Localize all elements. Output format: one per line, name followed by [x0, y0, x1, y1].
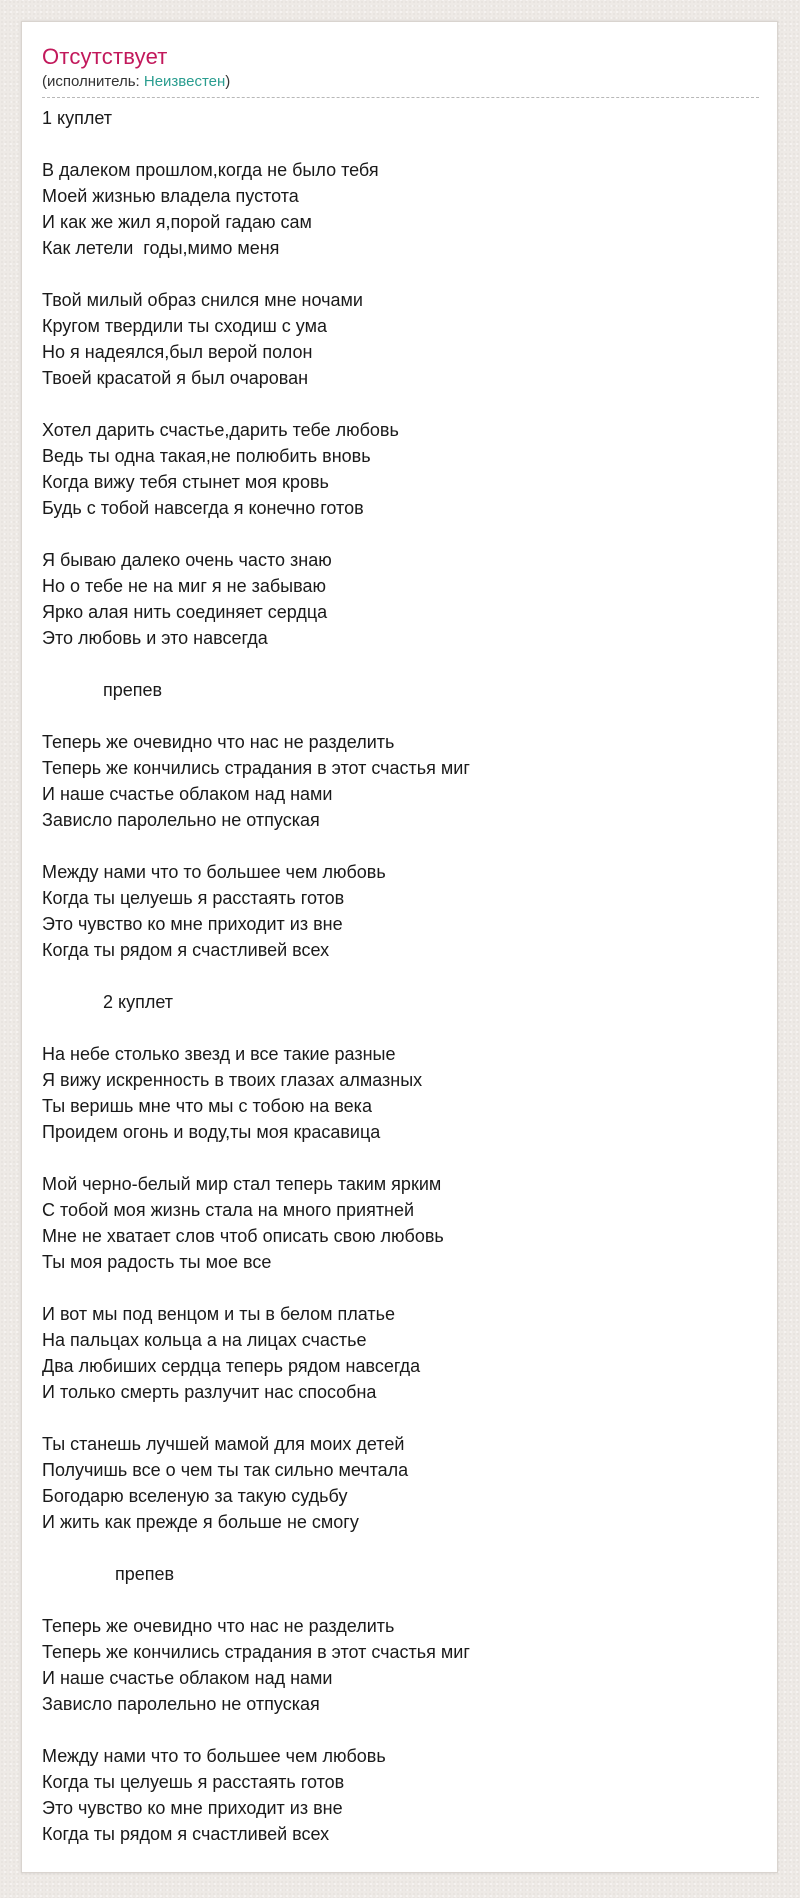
blank-line: [42, 1275, 757, 1301]
lyric-line: Когда ты рядом я счастливей всех: [42, 1824, 330, 1844]
artist-prefix: (исполнитель:: [42, 73, 144, 90]
lyric-line: Ты моя радость ты мое все: [42, 1252, 272, 1272]
artist-line: [42, 72, 759, 98]
lyric-line: Ярко алая нить соединяет сердца: [42, 602, 328, 622]
artist-link[interactable]: Неизвестен: [143, 73, 226, 90]
lyric-line: На пальцах кольца а на лицах счастье: [42, 1330, 367, 1350]
blank-line: [42, 261, 757, 287]
lyric-line: Теперь же очевидно что нас не разделить: [42, 1616, 395, 1636]
lyric-line: Это чувство ко мне приходит из вне: [42, 1798, 343, 1818]
blank-line: [42, 1587, 757, 1613]
song-title: Отсутствует: [42, 44, 168, 69]
lyric-line: Мне не хватает слов чтоб описать свою любовь: [42, 1226, 444, 1246]
lyric-line: Твоей красатой я был очарован: [42, 368, 309, 388]
lyric-line: Это чувство ко мне приходит из вне: [42, 914, 343, 934]
lyric-line: Как летели годы,мимо меня: [42, 238, 280, 258]
lyric-line: Между нами что то большее чем любовь: [42, 1746, 386, 1766]
lyric-line: 1 куплет: [42, 108, 112, 128]
lyric-line: Моей жизнью владела пустота: [42, 186, 299, 206]
lyric-line: 2 куплет: [103, 992, 173, 1012]
lyric-line: Кругом твердили ты сходиш с ума: [42, 316, 327, 336]
blank-line: [42, 963, 757, 989]
lyric-line: И наше счастье облаком над нами: [42, 784, 333, 804]
lyric-line: Когда вижу тебя стынет моя кровь: [42, 472, 329, 492]
lyric-line: Зависло паролельно не отпуская: [42, 810, 320, 830]
lyric-line: И только смерть разлучит нас способна: [42, 1382, 377, 1402]
lyric-line: Богодарю вселеную за такую судьбу: [42, 1486, 348, 1506]
lyric-line: Когда ты целуешь я расстаять готов: [42, 888, 345, 908]
lyric-line: Я вижу искренность в твоих глазах алмазных: [42, 1070, 423, 1090]
lyric-line: Хотел дарить счастье,дарить тебе любовь: [42, 420, 399, 440]
lyric-line: Теперь же кончились страдания в этот счастья миг: [42, 1642, 470, 1662]
lyric-line: В далеком прошлом,когда не было тебя: [42, 160, 379, 180]
blank-line: [42, 1535, 757, 1561]
lyric-line: На небе столько звезд и все такие разные: [42, 1044, 396, 1064]
lyrics-text: [42, 105, 757, 1847]
lyric-line: Будь с тобой навсегда я конечно готов: [42, 498, 364, 518]
blank-line: [42, 651, 757, 677]
lyric-line: Между нами что то большее чем любовь: [42, 862, 386, 882]
blank-line: [42, 1145, 757, 1171]
lyric-line: препев: [103, 680, 163, 700]
lyric-line: Я бываю далеко очень часто знаю: [42, 550, 332, 570]
lyric-line: Когда ты рядом я счастливей всех: [42, 940, 330, 960]
lyric-line: Но я надеялся,был верой полон: [42, 342, 313, 362]
lyric-line: И как же жил я,порой гадаю сам: [42, 212, 312, 232]
lyric-line: Получишь все о чем ты так сильно мечтала: [42, 1460, 409, 1480]
lyric-line: Проидем огонь и воду,ты моя красавица: [42, 1122, 381, 1142]
lyric-line: И вот мы под венцом и ты в белом платье: [42, 1304, 396, 1324]
lyric-line: Когда ты целуешь я расстаять готов: [42, 1772, 345, 1792]
blank-line: [42, 833, 757, 859]
lyric-line: Ты веришь мне что мы с тобою на века: [42, 1096, 372, 1116]
lyric-line: Мой черно-белый мир стал теперь таким ярким: [42, 1174, 442, 1194]
lyric-line: Ведь ты одна такая,не полюбить вновь: [42, 446, 371, 466]
lyrics-card: [21, 21, 778, 1873]
lyric-line: Теперь же кончились страдания в этот счастья миг: [42, 758, 470, 778]
blank-line: [42, 1405, 757, 1431]
lyric-line: Но о тебе не на миг я не забываю: [42, 576, 326, 596]
blank-line: [42, 703, 757, 729]
blank-line: [42, 1015, 757, 1041]
lyric-line: препев: [115, 1564, 175, 1584]
blank-line: [42, 131, 757, 157]
lyric-line: Ты станешь лучшей мамой для моих детей: [42, 1434, 405, 1454]
blank-line: [42, 521, 757, 547]
blank-line: [42, 1717, 757, 1743]
lyric-line: Теперь же очевидно что нас не разделить: [42, 732, 395, 752]
lyric-line: Зависло паролельно не отпуская: [42, 1694, 320, 1714]
lyric-line: И жить как прежде я больше не смогу: [42, 1512, 359, 1532]
blank-line: [42, 391, 757, 417]
lyric-line: Два любиших сердца теперь рядом навсегда: [42, 1356, 421, 1376]
lyric-line: С тобой моя жизнь стала на много приятней: [42, 1200, 415, 1220]
artist-suffix: ): [225, 73, 231, 90]
lyric-line: Твой милый образ снился мне ночами: [42, 290, 363, 310]
lyric-line: Это любовь и это навсегда: [42, 628, 268, 648]
lyric-line: И наше счастье облаком над нами: [42, 1668, 333, 1688]
